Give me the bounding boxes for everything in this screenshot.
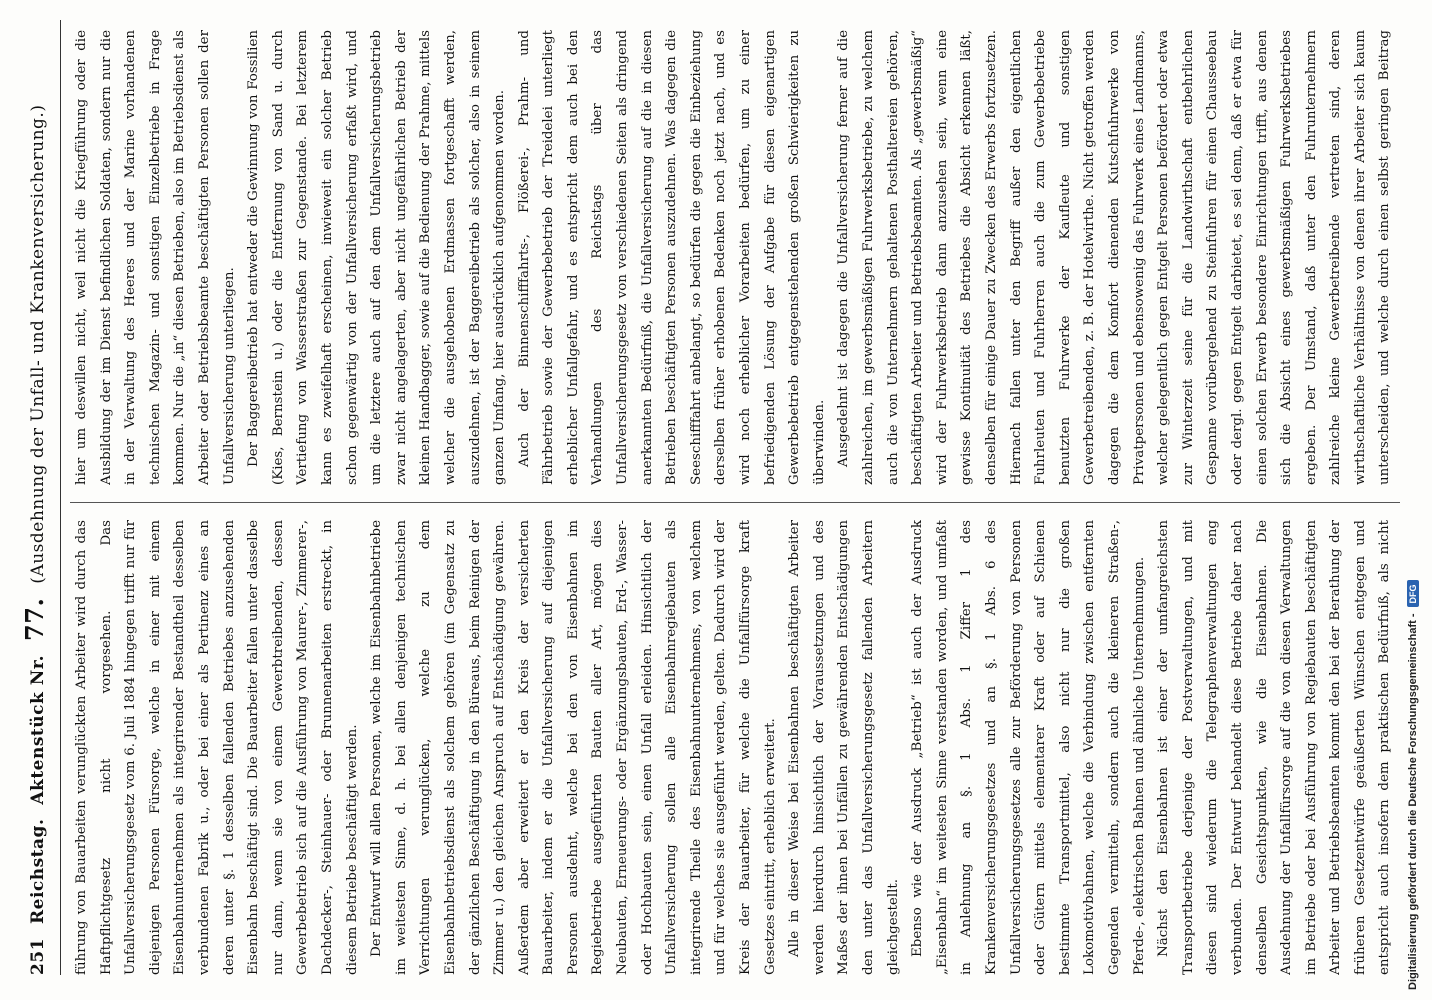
page-title: Reichstag.	[28, 818, 48, 924]
paragraph: hier um deswillen nicht, weil nicht die Kriegführung oder die Ausbildung der im Dienst befindlichen Soldaten, sondern nur die in der Verwaltung des Heeres und der Marine vorhandenen technischen Magazin- und sonstigen Einzelbetriebe in Frage kommen. Nur die „in“ diesen Betrieben, also im Betriebsdienst als Arbeiter oder Betriebsbeamte beschäftigten Personen sollen der Unfallversicherung unterliegen.	[74, 30, 237, 485]
paragraph: Nächst den Eisenbahnen ist einer der umfangreichsten Transportbetriebe derjenige der Postverwaltungen, und mit diesen sind wiederum die Telegraphenverwaltungen eng verbunden. Der Entwurf behandelt diese Betriebe daher nach denselben Gesichtspunkten, wie die Eisenbahnen. Die Ausdehnung der Unfallfürsorge auf die von diesen Verwaltungen im Betriebe oder bei Ausführung von Regiebauten beschäftigten Arbeiter und Betriebsbeamten kommt den bei der Berathung der früheren Gesetzentwürfe geäußerten Wünschen entgegen und entspricht auch insofern dem praktischen Bedürfniß, als nicht	[1156, 520, 1393, 975]
digitization-credit	[1407, 10, 1419, 990]
paragraph: Der Baggereibetrieb hat entweder die Gewinnung von Fossilien (Kies, Bernstein u.) oder die Entfernung von Sand u. durch Vertiefung von Wasserstraßen zur Gegenstande. Bei letzterem kann es zweifelhaft erscheinen, inwieweit ein solcher Betrieb schon gegenwärtig von der Unfallversicherung erfaßt wird, und um die letztere auch auf den dem Unfallversicherungsbetrieb zwar nicht angelagerten, aber nicht ungefährlichen Betrieb der kleinen Handbagger, sowie auf die Bedienung der Prahme, mittels welcher die ausgehobenen Erdmassen fortgeschafft werden, auszudehnen, ist der Baggereibetrieb als solcher, also in seinem ganzen Umfang, hier ausdrücklich aufgenommen worden.	[246, 30, 508, 485]
document-subject: (Ausdehnung der Unfall- und Krankenversicherung.)	[28, 104, 48, 584]
paragraph: Der Entwurf will allen Personen, welche im Eisenbahnbetriebe im weitesten Sinne, d. h. bei allen denjenigen technischen Verrichtungen verunglücken, welche zu dem Eisenbahnbetriebsdienst als solchem gehören (im Gegensatz zu der gänzlichen Beschäftigung in den Büreaus, beim Reinigen der Zimmer u.) den gleichen Anspruch auf Entschädigung gewähren. Außerdem aber erweitert er den Kreis der versicherten Bauarbeiter, indem er die Unfallversicherung auf diejenigen Personen ausdehnt, welche bei den von Eisenbahnen im Regiebetriebe ausgeführten Bauten aller Art, mögen dies Neubauten, Erneuerungs- oder Ergänzungsbauten, Erd-, Wasser- oder Hochbauten sein, einen Unfall erleiden. Hinsichtlich der Unfallversicherung sollen alle Eisenbahnregiebauten als integrirende Theile des Eisenbahnunternehmens, von welchem und für welches sie ausgeführt werden, gelten. Dadurch wird der Kreis der Bauarbeiter, für welche die Unfallfürsorge kraft Gesetzes eintritt, erheblich erweitert.	[369, 520, 778, 975]
document-label: Aktenstück Nr.	[28, 654, 48, 805]
credit-text: Digitalisierung gefördert durch die Deutsche Forschungsgemeinschaft -	[1407, 613, 1419, 990]
digitization-sidebar	[1402, 0, 1428, 1000]
paragraph: Ausgedehnt ist dagegen die Unfallversicherung ferner auf die zahlreichen, im gewerbsmäßigen Fuhrwerksbetriebe, zu welchem auch die von Unternehmern gehaltenen Posthaltereien gehören, beschäftigten Arbeiter und Betriebsbeamten. Als „gewerbsmäßig“ wird der Fuhrwerksbetrieb dann anzusehen sein, wenn eine gewisse Kontinuität des Betriebes die Absicht erkennen läßt, denselben für einige Dauer zu Zwecken des Erwerbs fortzusetzen. Hiernach fallen unter den Begriff außer den eigentlichen Fuhrleuten und Fuhrherren auch die zum Gewerbebetriebe benutzten Fuhrwerke der Kaufleute und sonstigen Gewerbetreibenden, z. B. der Hotelwirthe. Nicht getroffen werden dagegen die dem Komfort dienenden Kutschfuhrwerke von Privatpersonen und ebensowenig das Fuhrwerk eines Landmanns, welcher gelegentlich gegen Entgelt Personen befördert oder etwa zur Winterzeit seine für die Landwirthschaft entbehrlichen Gespanne vorübergehend zu Steinfuhren für einen Chausseebau oder dergl. gegen Entgelt darbietet, es sei denn, daß er etwa für einen solchen Erwerb besondere Einrichtungen trifft, aus denen sich die Absicht eines gewerbsmäßigen Fuhrwerksbetriebes ergeben. Der Umstand, daß unter den Fuhrunternehmern zahlreiche kleine Gewerbetreibende vertreten sind, deren wirthschaftliche Verhältnisse von denen ihrer Arbeiter sich kaum unterscheiden, und welche durch einen selbst geringen Beitrag	[836, 30, 1393, 485]
right-column	[70, 30, 1400, 485]
page-header	[20, 20, 61, 975]
paragraph: Alle in dieser Weise bei Eisenbahnen beschäftigten Arbeiter werden hierdurch hinsichtlich der Voraussetzungen und des Maßes der ihnen bei Unfällen zu gewährenden Entschädigungen den unter das Unfallversicherungsgesetz fallenden Arbeitern gleichgestellt.	[787, 520, 901, 975]
page-number: 251	[28, 938, 48, 975]
dfg-logo: DFG	[1407, 580, 1419, 607]
column-divider	[70, 502, 1400, 503]
left-column	[70, 520, 1400, 975]
paragraph: Auch der Binnenschifffahrts-, Flößerei-, Prahm- und Fährbetrieb sowie der Gewerbebetrieb der Treidelei unterliegt erheblicher Unfallgefahr, und es entspricht dem auch bei den Verhandlungen des Reichstags über das Unfallversicherungsgesetz von verschiedenen Seiten als dringend anerkannten Bedürfniß, die Unfallversicherung auf die in diesen Betrieben beschäftigten Personen auszudehnen. Was dagegen die Seeschifffahrt anbelangt, so bedürfen die gegen die Einbeziehung derselben früher erhobenen Bedenken noch jetzt nach, und es wird noch erheblicher Vorarbeiten bedürfen, um zu einer befriedigenden Lösung der Aufgabe für diesen eigenartigen Gewerbebetrieb entgegenstehenden großen Schwierigkeiten zu überwinden.	[516, 30, 827, 485]
document-number: 77.	[20, 597, 49, 641]
rotated-page-content	[20, 20, 1410, 975]
paragraph: Ebenso wie der Ausdruck „Betrieb“ ist auch der Ausdruck „Eisenbahn“ im weitesten Sinne verstanden worden, und umfaßt in Anlehnung an §. 1 Abs. 1 Ziffer 1 des Krankenversicherungsgesetzes und an §. 1 Abs. 6 des Unfallversicherungsgesetzes alle zur Beförderung von Personen oder Gütern mittels elementarer Kraft oder auf Schienen bestimmte Transportmittel, also nicht nur die großen Lokomotivbahnen, welche die Verbindung zwischen entfernten Gegenden vermitteln, sondern auch die kleineren Straßen-, Pferde-, elektrischen Bahnen und ähnliche Unternehmungen.	[910, 520, 1147, 975]
paragraph: führung von Bauarbeiten verunglückten Arbeiter wird durch das Haftpflichtgesetz nicht vorgesehen. Das Unfallversicherungsgesetz vom 6. Juli 1884 hingegen trifft nur für diejenigen Personen Fürsorge, welche in einer mit einem Eisenbahnunternehmen als integrirender Bestandtheil desselben verbundenen Fabrik u., oder bei einer als Pertinenz eines an deren unter §. 1 desselben fallenden Betriebes anzusehenden Eisenbahn beschäftigt sind. Die Bauarbeiter fallen unter dasselbe nur dann, wenn sie von einem Gewerbtreibenden, dessen Gewerbebetrieb sich auf die Ausführung von Maurer-, Zimmerer-, Dachdecker-, Steinhauer- oder Brunnenarbeiten erstreckt, in diesem Betriebe beschäftigt werden.	[74, 520, 360, 975]
